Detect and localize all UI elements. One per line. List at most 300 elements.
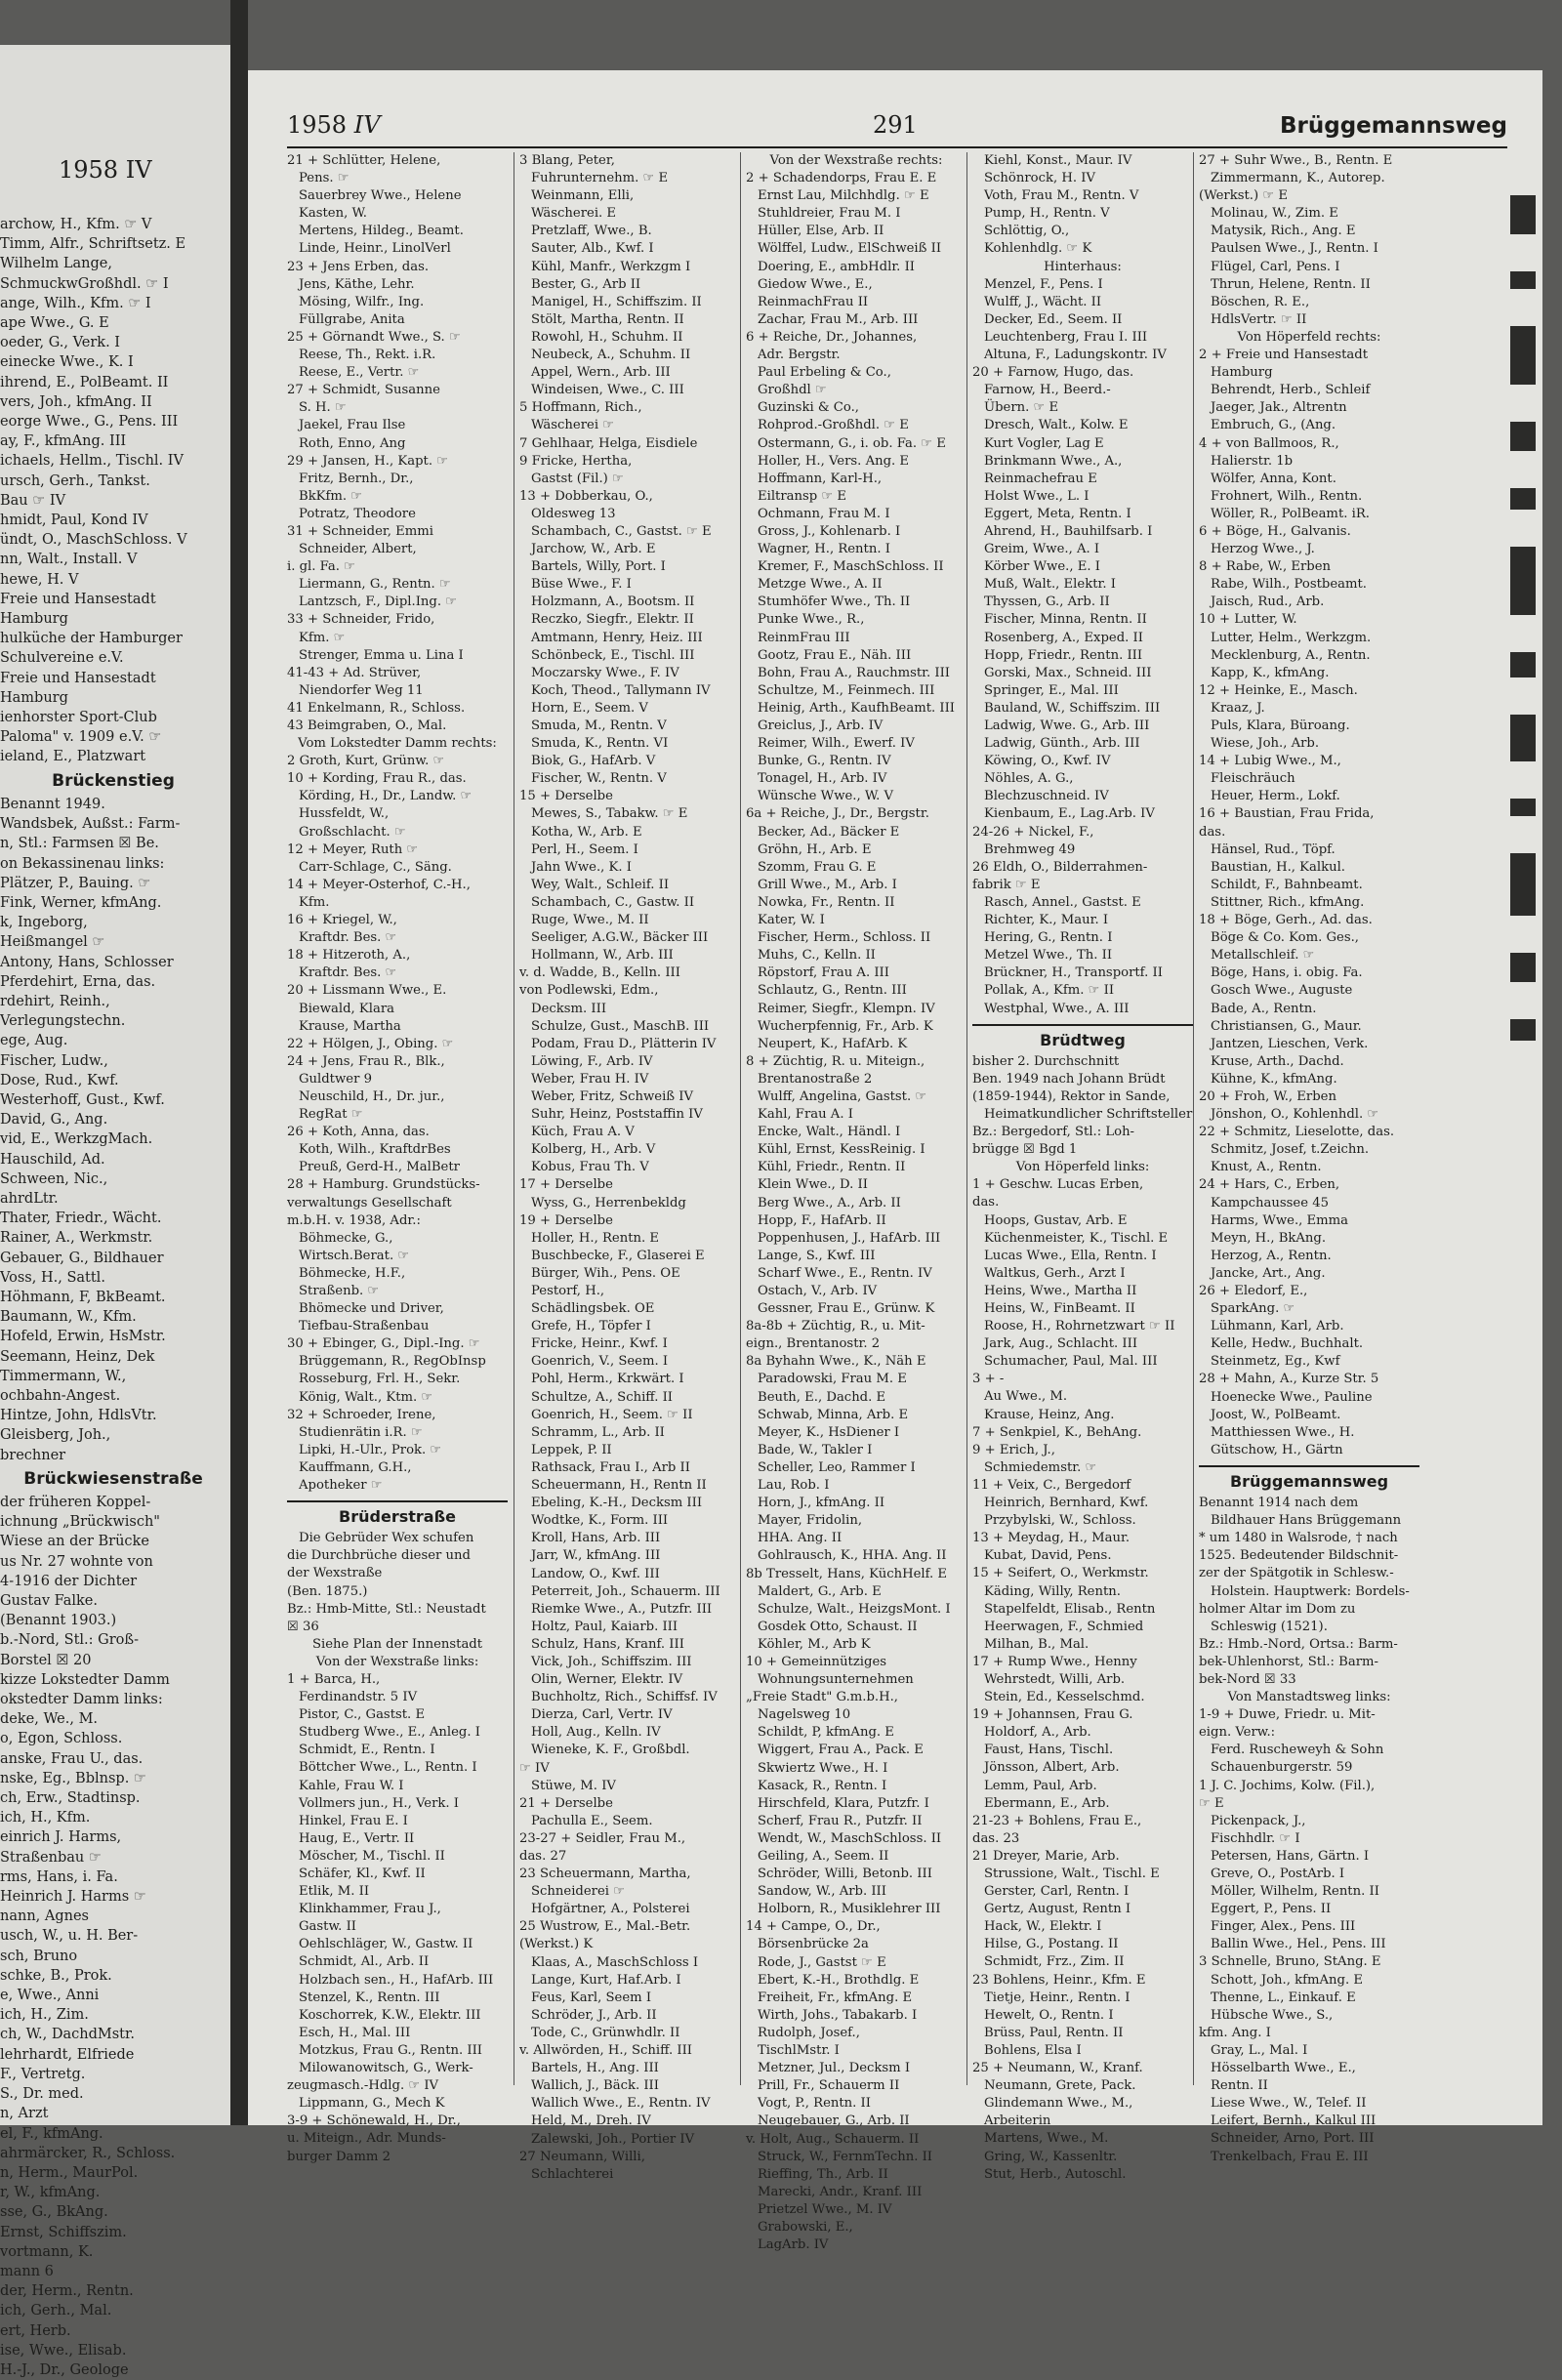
listing-line: Stittner, Rich., kfmAng. (1211, 894, 1365, 910)
listing-line: Zachar, Frau M., Arb. III (758, 311, 919, 327)
listing-line: Wünsche Wwe., W. V (758, 789, 894, 804)
listing-line: Kotha, W., Arb. E (531, 824, 642, 840)
listing-line: Hopp, F., HafArb. II (758, 1212, 886, 1228)
listing-line: 7 + Senkpiel, K., BehAng. (972, 1424, 1142, 1440)
listing-line: Koschorrek, K.W., Elektr. III (299, 2007, 481, 2023)
column-3 (740, 152, 966, 2253)
listing-line: Kapp, K., kfmAng. (1211, 665, 1330, 680)
left-listing-line: ich, H., Kfm. (0, 1810, 91, 1826)
listing-line: Nöhles, A. G., (984, 771, 1074, 787)
listing-line: Von Höperfeld links: (1015, 1160, 1150, 1175)
listing-line: Waltkus, Gerh., Arzt I (984, 1265, 1126, 1281)
left-listing-line: Borstel ☒ 20 (0, 1652, 92, 1668)
listing-line: Guzinski & Co., (758, 400, 859, 416)
listing-line: Wallich, J., Bäck. III (531, 2078, 659, 2094)
listing-line: Springer, E., Mal. III (984, 682, 1119, 698)
listing-line: Jahn Wwe., K. I (531, 859, 632, 875)
listing-line: 31 + Schneider, Emmi (287, 523, 433, 539)
listing-line: Strenger, Emma u. Lina I (299, 647, 464, 663)
listing-line: Studienrätin i.R. ☞ (299, 1424, 423, 1440)
left-listing-line: Gleisberg, Joh., (0, 1427, 111, 1444)
listing-line: Bz.: Hmb-Mitte, Stl.: Neustadt (287, 1601, 486, 1617)
left-listing-line: ochbahn-Angest. (0, 1387, 121, 1404)
listing-line: Wehrstedt, Willi, Arb. (984, 1671, 1126, 1687)
left-listing-line: Bau ☞ IV (0, 492, 66, 509)
listing-line: Fischer, Herm., Schloss. II (758, 930, 931, 946)
listing-line: Grabowski, E., (758, 2219, 853, 2235)
left-listing-line: o, Egon, Schloss. (0, 1731, 123, 1747)
listing-line: Stut, Herb., Autoschl. (984, 2166, 1127, 2182)
listing-line: 26 Eldh, O., Bilderrahmen- (972, 859, 1148, 875)
listing-line: Lange, S., Kwf. III (758, 1248, 876, 1263)
listing-line: Zimmermann, K., Autorep. (1211, 171, 1385, 186)
listing-line: Hüller, Else, Arb. II (758, 224, 884, 239)
listing-line: „Freie Stadt" G.m.b.H., (746, 1690, 898, 1705)
listing-line: Scherf, Frau R., Putzfr. II (758, 1813, 923, 1828)
listing-line: Schäfer, Kl., Kwf. II (299, 1867, 426, 1881)
listing-line: Schneider, Albert, (299, 542, 417, 557)
left-listing-line: n, Arzt (0, 2106, 49, 2122)
listing-line: Smuda, M., Rentn. V (531, 718, 667, 733)
listing-line: Lipki, H.-Ulr., Prok. ☞ (299, 1442, 442, 1457)
left-listing-line: Straßenbau ☞ (0, 1849, 102, 1866)
listing-line: Neupert, K., HafArb. K (758, 1036, 908, 1051)
listing-line: Kobus, Frau Th. V (531, 1160, 649, 1175)
listing-line: Greve, O., PostArb. I (1211, 1867, 1345, 1881)
listing-line: u. Miteign., Adr. Munds- (287, 2131, 446, 2147)
listing-line: Feus, Karl, Seem I (531, 1990, 652, 2005)
listing-line: Roth, Enno, Ang (299, 435, 406, 451)
left-listing-line: ert, Herb. (0, 2322, 71, 2339)
left-listing-line: r, W., kfmAng. (0, 2185, 101, 2201)
listing-line: Schädlingsbek. OE (531, 1301, 655, 1317)
listing-line: Pens. ☞ (299, 171, 349, 186)
listing-line: Koch, Theod., Tallymann IV (531, 682, 711, 698)
listing-line: 15 + Derselbe (519, 789, 613, 804)
listing-line: 1 + Barca, H., (287, 1671, 381, 1687)
listing-line: 21-23 + Bohlens, Frau E., (972, 1813, 1142, 1828)
listing-line: (Werkst.) K (519, 1937, 594, 1952)
listing-line: 14 + Lubig Wwe., M., (1199, 754, 1341, 769)
listing-line: kfm. Ang. I (1199, 2025, 1271, 2040)
listing-line: das. (972, 1195, 1000, 1211)
listing-line: 9 + Erich, J., (972, 1442, 1055, 1457)
listing-line: (Ben. 1875.) (287, 1583, 368, 1599)
left-listing-line: ich, H., Zim. (0, 2007, 89, 2024)
listing-line: Leuchtenberg, Frau I. III (984, 329, 1148, 345)
listing-line: Ebermann, E., Arb. (984, 1795, 1110, 1811)
listing-line: Pretzlaff, Wwe., B. (531, 224, 652, 239)
left-listing-line: Rainer, A., Werkmstr. (0, 1230, 153, 1247)
listing-line: Jaeger, Jak., Altrentn (1211, 400, 1347, 416)
listing-line: Liermann, G., Rentn. ☞ (299, 577, 451, 593)
listing-line: Grefe, H., Töpfer I (531, 1319, 651, 1334)
listing-line: (1859-1944), Rektor in Sande, (972, 1088, 1171, 1104)
listing-line: Röpstorf, Frau A. III (758, 965, 889, 981)
listing-line: Fleischräuch (1211, 771, 1295, 787)
column-5 (1193, 152, 1419, 2164)
listing-line: Meyn, H., BkAng. (1211, 1230, 1327, 1246)
left-listing-line: Thater, Friedr., Wächt. (0, 1211, 162, 1227)
listing-line: 18 + Böge, Gerh., Ad. das. (1199, 913, 1373, 928)
listing-line: Gohlrausch, K., HHA. Ang. II (758, 1548, 947, 1564)
left-listing-line: Ernst, Schiffszim. (0, 2224, 127, 2240)
listing-line: Kraaz, J. (1211, 700, 1265, 716)
listing-line: Bz.: Bergedorf, Stl.: Loh- (972, 1125, 1135, 1140)
listing-line: Von der Wexstraße rechts: (769, 153, 943, 168)
listing-line: 29 + Jansen, H., Kapt. ☞ (287, 453, 449, 469)
listing-line: 6 + Reiche, Dr., Johannes, (746, 329, 918, 345)
listing-line: Thenne, L., Einkauf. E (1211, 1990, 1356, 2005)
listing-line: brügge ☒ Bgd 1 (972, 1142, 1078, 1158)
listing-line: Petersen, Hans, Gärtn. I (1211, 1848, 1370, 1864)
left-listing-line: vers, Joh., kfmAng. II (0, 393, 152, 410)
listing-line: 23 Bohlens, Heinr., Kfm. E (972, 1972, 1146, 1988)
left-listing-line: sch, Bruno (0, 1948, 78, 1964)
listing-line: verwaltungs Gesellschaft (287, 1195, 452, 1211)
listing-line: Rode, J., Gastst ☞ E (758, 1954, 886, 1970)
listing-line: Heerwagen, F., Schmied (984, 1619, 1144, 1634)
listing-line: 10 + Lutter, W. (1199, 612, 1297, 628)
listing-line: Grill Wwe., M., Arb. I (758, 877, 897, 892)
left-listing-line: S., Dr. med. (0, 2086, 84, 2103)
left-listing-line: Wiese an der Brücke (0, 1534, 149, 1550)
listing-line: 16 + Baustian, Frau Frida, (1199, 806, 1375, 822)
listing-line: Beuth, E., Dachd. E (758, 1389, 886, 1405)
listing-line: Halierstr. 1b (1211, 453, 1294, 469)
listing-line: Kasack, R., Rentn. I (758, 1778, 887, 1793)
listing-line: Gosch Wwe., Auguste (1211, 983, 1353, 999)
listing-line: Holler, H., Rentn. E (531, 1230, 660, 1246)
listing-line: 14 + Meyer-Osterhof, C.-H., (287, 877, 471, 892)
listing-line: Bartels, H., Ang. III (531, 2061, 659, 2076)
listing-line: Kauffmann, G.H., (299, 1459, 412, 1475)
listing-line: Neugebauer, G., Arb. II (758, 2113, 910, 2129)
left-listing-line: Voss, H., Sattl. (0, 1269, 105, 1286)
listing-line: v. Holt, Aug., Schauerm. II (746, 2131, 920, 2147)
listing-line: 43 Beimgraben, O., Mal. (287, 718, 447, 733)
listing-line: Heinig, Arth., KaufhBeamt. III (758, 700, 956, 716)
listing-line: 1525. Bedeutender Bildschnit- (1199, 1548, 1399, 1564)
listing-line: 25 Wustrow, E., Mal.-Betr. (519, 1919, 691, 1935)
listing-line: Hänsel, Rud., Töpf. (1211, 841, 1336, 857)
left-listing-line: Heinrich J. Harms ☞ (0, 1889, 146, 1906)
left-listing-line: Freie und Hansestadt (0, 591, 156, 607)
left-listing-line: Hauschild, Ad. (0, 1151, 105, 1168)
listing-line: Hoops, Gustav, Arb. E (984, 1212, 1128, 1228)
left-listing-line: ichaels, Hellm., Tischl. IV (0, 453, 184, 470)
listing-line: 5 Hoffmann, Rich., (519, 400, 642, 416)
listing-line: Manigel, H., Schiffszim. II (531, 294, 702, 309)
left-listing-line: Benannt 1949. (0, 796, 105, 812)
left-listing-line: vid, E., WerkzgMach. (0, 1131, 153, 1148)
listing-line: Schlachterei (531, 2166, 614, 2182)
listing-line: RegRat ☞ (299, 1107, 363, 1123)
listing-line: Oehlschläger, W., Gastw. II (299, 1937, 473, 1952)
left-listing-line: n, Stl.: Farmsen ☒ Be. (0, 836, 159, 852)
listing-line: 28 + Hamburg. Grundstücks- (287, 1177, 480, 1193)
listing-line: Küch, Frau A. V (531, 1125, 635, 1140)
left-listing-line: k, Ingeborg, (0, 915, 88, 931)
listing-line: Held, M., Dreh. IV (531, 2113, 651, 2129)
listing-line: Wiggert, Frau A., Pack. E (758, 1743, 924, 1758)
left-listing-line: Freie und Hansestadt (0, 670, 156, 686)
listing-line: Hoffmann, Karl-H., (758, 471, 883, 486)
listing-line: Paradowski, Frau M. E (758, 1372, 907, 1387)
listing-line: Straßenb. ☞ (299, 1284, 380, 1298)
listing-line: Schambach, C., Gastst. ☞ E (531, 523, 712, 539)
left-listing-line: nske, Eg., Bblnsp. ☞ (0, 1770, 146, 1786)
listing-line: Benannt 1914 nach dem (1199, 1496, 1359, 1511)
listing-line: 21 Dreyer, Marie, Arb. (972, 1848, 1120, 1864)
listing-line: Wendt, W., MaschSchloss. II (758, 1830, 942, 1846)
listing-line: Carr-Schlage, C., Säng. (299, 859, 452, 875)
listing-line: Rabe, Wilh., Postbeamt. (1211, 577, 1368, 593)
listing-line: Frohnert, Wilh., Rentn. (1211, 488, 1363, 504)
listing-line: Weber, Fritz, Schweiß IV (531, 1088, 694, 1104)
listing-line: Esch, H., Mal. III (299, 2025, 411, 2040)
listing-line: Holtz, Paul, Kaiarb. III (531, 1619, 678, 1634)
left-listing-line: ange, Wilh., Kfm. ☞ I (0, 295, 151, 311)
listing-line: 41 Enkelmann, R., Schloss. (287, 700, 466, 716)
listing-line: Ruge, Wwe., M. II (531, 913, 649, 928)
left-listing-line: Schween, Nic., (0, 1170, 108, 1187)
listing-line: Schröder, J., Arb. II (531, 2007, 657, 2023)
left-listing-line: ursch, Gerh., Tankst. (0, 472, 150, 489)
listing-line: 13 + Meydag, H., Maur. (972, 1531, 1130, 1546)
listing-line: Becker, Ad., Bäcker E (758, 824, 900, 840)
listing-line: Großhdl ☞ (758, 383, 827, 398)
listing-line: Kühl, Friedr., Rentn. II (758, 1160, 906, 1175)
listing-line: Kühne, K., kfmAng. (1211, 1071, 1337, 1087)
left-listing-line: brechner (0, 1447, 66, 1463)
listing-line: Bürger, Wih., Pens. OE (531, 1265, 680, 1281)
listing-line: Möscher, M., Tischl. II (299, 1848, 445, 1864)
listing-line: Matthiessen Wwe., H. (1211, 1424, 1355, 1440)
listing-line: Bauland, W., Schiffszim. III (984, 700, 1161, 716)
listing-line: 27 Neumann, Willi, (519, 2149, 645, 2164)
listing-line: Kruse, Arth., Dachd. (1211, 1053, 1344, 1069)
left-listing-line: okstedter Damm links: (0, 1692, 163, 1708)
listing-line: * um 1480 in Walsrode, † nach (1199, 1531, 1398, 1546)
listing-line: Krause, Martha (299, 1018, 401, 1034)
listing-line: Koth, Wilh., KraftdrBes (299, 1142, 451, 1158)
listing-line: Rowohl, H., Schuhm. II (531, 329, 683, 345)
listing-line: Christiansen, G., Maur. (1211, 1018, 1362, 1034)
listing-line: 2 Groth, Kurt, Grünw. ☞ (287, 754, 445, 769)
listing-line: Schönbeck, E., Tischl. III (531, 647, 695, 663)
listing-line: 22 + Hölgen, J., Obing. ☞ (287, 1036, 454, 1051)
listing-line: 3 + - (972, 1372, 1005, 1387)
listing-line: Suhr, Heinz, Poststaffin IV (531, 1107, 703, 1123)
running-street-title: Brüggemannsweg (1279, 113, 1507, 139)
listing-line: Wölffel, Ludw., ElSchweiß II (758, 241, 942, 257)
listing-line: Mertens, Hildeg., Beamt. (299, 224, 464, 239)
listing-line: Bz.: Hmb.-Nord, Ortsa.: Barm- (1199, 1636, 1398, 1652)
listing-line: Pump, H., Rentn. V (984, 206, 1110, 222)
listing-line: Leppek, P. II (531, 1442, 612, 1457)
listing-line: Schultze, M., Feinmech. III (758, 682, 935, 698)
listing-line: Jaisch, Rud., Arb. (1211, 595, 1325, 610)
listing-line: ReinmFrau III (758, 630, 850, 645)
listing-line: Brinkmann Wwe., A., (984, 453, 1123, 469)
listing-line: Hilse, G., Postang. II (984, 1937, 1119, 1952)
listing-line: 9 Fricke, Hertha, (519, 453, 633, 469)
listing-line: Tietje, Heinr., Rentn. I (984, 1990, 1130, 2005)
listing-line: Gosdek Otto, Schaust. II (758, 1619, 918, 1634)
listing-line: Gröhn, H., Arb. E (758, 841, 872, 857)
left-listing-line: schke, B., Prok. (0, 1967, 112, 1984)
listing-line: 1 J. C. Jochims, Kolw. (Fil.), (1199, 1778, 1376, 1793)
listing-line: Vogt, P., Rentn. II (758, 2096, 871, 2112)
listing-line: Böhmecke, G., (299, 1230, 393, 1246)
listing-line: Wallich Wwe., E., Rentn. IV (531, 2096, 711, 2112)
listing-line: Heinrich, Bernhard, Kwf. (984, 1496, 1149, 1511)
listing-line: 16 + Kriegel, W., (287, 913, 397, 928)
listing-line: Ben. 1949 nach Johann Brüdt (972, 1071, 1166, 1087)
listing-line: Bade, W., Takler I (758, 1442, 873, 1457)
left-listing-line: eorge Wwe., G., Pens. III (0, 414, 179, 431)
listing-line: 8b Tresselt, Hans, KüchHelf. E (746, 1566, 948, 1581)
listing-line: Bunke, G., Rentn. IV (758, 754, 891, 769)
listing-line: Eggert, P., Pens. II (1211, 1902, 1332, 1917)
listing-line: Faust, Hans, Tischl. (984, 1743, 1114, 1758)
listing-line: Landow, O., Kwf. III (531, 1566, 660, 1581)
listing-line: Richter, K., Maur. I (984, 913, 1109, 928)
left-listing-line: ege, Aug. (0, 1033, 68, 1049)
listing-line: Schulze, Walt., HeizgsMont. I (758, 1601, 951, 1617)
listing-line: Kurt Vogler, Lag E (984, 435, 1104, 451)
left-listing-line: ienhorster Sport-Club (0, 710, 157, 726)
listing-line: Hack, W., Elektr. I (984, 1919, 1102, 1935)
listing-line: Klinkhammer, Frau J., (299, 1902, 441, 1917)
listing-line: Hamburg (1211, 365, 1273, 381)
listing-line: Matysik, Rich., Ang. E (1211, 224, 1356, 239)
left-listing-line: usch, W., u. H. Ber- (0, 1928, 139, 1945)
listing-line: Brückner, H., Transportf. II (984, 965, 1163, 981)
left-listing-line: Timm, Alfr., Schriftsetz. E (0, 236, 186, 253)
listing-line: Schambach, C., Gastw. II (531, 894, 695, 910)
listing-line: Pestorf, H., (531, 1284, 605, 1298)
listing-line: 24-26 + Nickel, F., (972, 824, 1094, 840)
listing-line: Ferd. Ruscheweyh & Sohn (1211, 1743, 1384, 1758)
listing-line: Studberg Wwe., E., Anleg. I (299, 1725, 480, 1741)
listing-line: Pollak, A., Kfm. ☞ II (984, 983, 1115, 999)
left-listing-line: ündt, O., MaschSchloss. V (0, 532, 187, 549)
listing-line: der Wexstraße (287, 1566, 383, 1581)
left-listing-line: n, Herm., MaurPol. (0, 2164, 139, 2181)
listing-line: Rosseburg, Frl. H., Sekr. (299, 1372, 461, 1387)
listing-line: Joost, W., PolBeamt. (1211, 1407, 1341, 1422)
left-listing-line: Hofeld, Erwin, HsMstr. (0, 1329, 166, 1345)
listing-line: Adr. Bergstr. (758, 348, 841, 363)
listing-line: Böge, Hans, i. obig. Fa. (1211, 965, 1363, 981)
listing-line: Stüwe, M. IV (531, 1778, 616, 1793)
listing-line: Potratz, Theodore (299, 506, 416, 521)
listing-line: Küchenmeister, K., Tischl. E (984, 1230, 1169, 1246)
listing-line: 10 + Kording, Frau R., das. (287, 771, 467, 787)
left-listing-line: ieland, E., Platzwart (0, 749, 146, 765)
listing-line: Wieneke, K. F., Großbdl. (531, 1743, 690, 1758)
listing-line: Lau, Rob. I (758, 1478, 830, 1494)
listing-line: Ballin Wwe., Hel., Pens. III (1211, 1937, 1386, 1952)
listing-line: 17 + Derselbe (519, 1177, 613, 1193)
listing-line: Kühl, Manfr., Werkzgm I (531, 259, 691, 274)
listing-line: Hirschfeld, Klara, Putzfr. I (758, 1795, 929, 1811)
page-edge-marks (1510, 195, 1536, 1562)
listing-line: 7 Gehlhaar, Helga, Eisdiele (519, 435, 698, 451)
listing-line: Kremer, F., MaschSchloss. II (758, 559, 944, 575)
listing-line: Olin, Werner, Elektr. IV (531, 1672, 683, 1688)
listing-line: Perl, H., Seem. I (531, 841, 638, 857)
listing-line: Sauerbrey Wwe., Helene (299, 188, 462, 204)
listing-line: Maldert, G., Arb. E (758, 1583, 882, 1599)
listing-line: Schröder, Willi, Betonb. III (758, 1867, 932, 1882)
left-listing-line: Brückenstieg (52, 770, 175, 791)
listing-line: Glindemann Wwe., M., (984, 2096, 1133, 2112)
listing-line: Trenkelbach, Frau E. III (1211, 2149, 1369, 2164)
listing-line: 14 + Campe, O., Dr., (746, 1919, 881, 1935)
listing-line: Ebeling, K.-H., Decksm III (531, 1496, 703, 1511)
listing-line: Böschen, R. E., (1211, 294, 1310, 309)
left-listing-line: ich, Gerh., Mal. (0, 2303, 112, 2319)
listing-line: Podam, Frau D., Plätterin IV (531, 1036, 717, 1051)
listing-line: Kater, W. I (758, 913, 825, 928)
listing-line: Holl, Aug., Kelln. IV (531, 1725, 661, 1741)
left-listing-line: einecke Wwe., K. I (0, 354, 134, 371)
listing-line: Hofgärtner, A., Polsterei (531, 1902, 690, 1917)
listing-line: Bartels, Willy, Port. I (531, 559, 666, 575)
listing-line: Schlautz, G., Rentn. III (758, 983, 907, 999)
listing-line: Goenrich, H., Seem. ☞ II (531, 1407, 693, 1422)
left-listing-line: on Bekassinenau links: (0, 855, 165, 872)
listing-line: 11 + Veix, C., Bergedorf (972, 1477, 1131, 1493)
listing-line: Hering, G., Rentn. I (984, 930, 1113, 946)
listing-line: S. H. ☞ (299, 400, 347, 416)
left-listing-line: David, G., Ang. (0, 1112, 108, 1128)
listing-line: Wäscherei. E (531, 206, 617, 222)
listing-line: Haug, E., Vertr. II (299, 1830, 415, 1846)
listing-line: 27 + Schmidt, Susanne (287, 383, 440, 398)
listing-line: Milhan, B., Mal. (984, 1636, 1089, 1652)
listing-line: Weinmann, Elli, (531, 188, 635, 204)
listing-line: 18 + Hitzeroth, A., (287, 948, 411, 964)
listing-line: Arbeiterin (984, 2113, 1051, 2129)
listing-line: 21 + Derselbe (519, 1795, 613, 1811)
listing-line: Holborn, R., Musiklehrer III (758, 1902, 941, 1917)
listing-line: Schmiedemstr. ☞ (984, 1459, 1097, 1475)
left-listing-line: Höhmann, F, BkBeamt. (0, 1289, 166, 1305)
listing-line: Hoenecke Wwe., Pauline (1211, 1389, 1373, 1405)
listing-line: 8a Byhahn Wwe., K., Näh E (746, 1354, 926, 1370)
listing-line: 2 + Freie und Hansestadt (1199, 348, 1369, 363)
left-listing-line: kizze Lokstedter Damm (0, 1671, 170, 1688)
listing-line: Von der Wexstraße links: (315, 1654, 479, 1669)
listing-line: Reese, Th., Rekt. i.R. (299, 348, 436, 363)
listing-line: Moczarsky Wwe., F. IV (531, 665, 679, 680)
listing-line: Harms, Wwe., Emma (1211, 1212, 1349, 1228)
listing-line: Büse Wwe., F. I (531, 577, 632, 593)
listing-line: Schlöttig, O., (984, 224, 1070, 239)
listing-line: Rudolph, Josef., (758, 2025, 860, 2040)
left-listing-line: Plätzer, P., Bauing. ☞ (0, 875, 151, 891)
listing-line: 19 + Derselbe (519, 1212, 613, 1228)
listing-line: Gastst (Fil.) ☞ (531, 471, 624, 486)
listing-line: 33 + Schneider, Frido, (287, 612, 435, 628)
listing-line: Körding, H., Dr., Landw. ☞ (299, 789, 473, 804)
listing-line: Skwiertz Wwe., H. I (758, 1760, 888, 1776)
listing-line: Kelle, Hedw., Buchhalt. (1211, 1336, 1364, 1352)
